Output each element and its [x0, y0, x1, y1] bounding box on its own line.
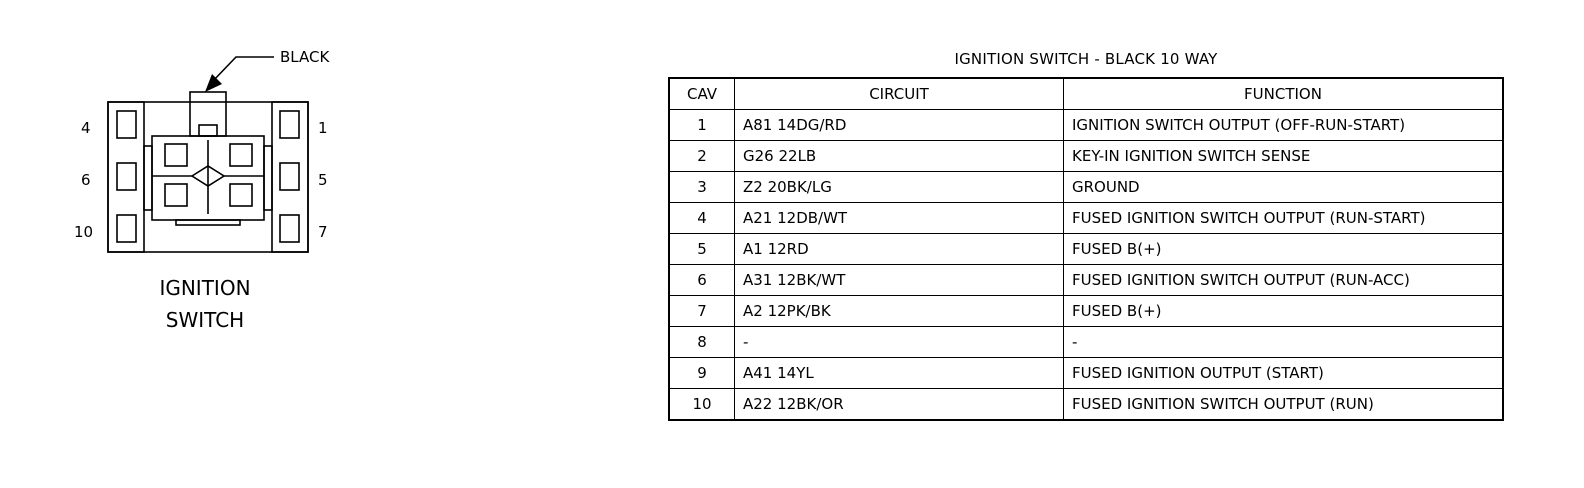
connector-inner-rail-right	[264, 146, 272, 210]
cell-function: KEY-IN IGNITION SWITCH SENSE	[1064, 141, 1504, 172]
cell-cav: 1	[669, 110, 735, 141]
connector-diagram	[0, 0, 660, 488]
cell-function: IGNITION SWITCH OUTPUT (OFF-RUN-START)	[1064, 110, 1504, 141]
cell-cav: 6	[669, 265, 735, 296]
connector-right-block	[272, 102, 308, 252]
pin-label-10: 10	[74, 223, 94, 241]
table-row	[669, 203, 1503, 234]
cavity-center-1	[165, 144, 187, 166]
cell-circuit: A22 12BK/OR	[735, 389, 1064, 421]
connector-latch	[190, 92, 226, 136]
connector-bottom-lip	[176, 220, 240, 225]
cavity-center-3	[165, 184, 187, 206]
connector-latch-window	[199, 125, 217, 136]
cell-function: -	[1064, 327, 1504, 358]
cell-cav: 4	[669, 203, 735, 234]
cell-cav: 2	[669, 141, 735, 172]
table-row	[669, 172, 1503, 203]
pin-label-6: 6	[81, 171, 91, 189]
pin-table	[668, 77, 1504, 421]
cavity-6	[117, 163, 136, 190]
cell-cav: 8	[669, 327, 735, 358]
cell-circuit: A2 12PK/BK	[735, 296, 1064, 327]
pin-label-5: 5	[318, 171, 328, 189]
cell-circuit: A81 14DG/RD	[735, 110, 1064, 141]
pin-label-7: 7	[318, 223, 328, 241]
cavity-5	[280, 163, 299, 190]
component-label-line2: SWITCH	[165, 308, 245, 332]
cavity-10	[117, 215, 136, 242]
callout-arrowhead	[205, 74, 222, 92]
table-row	[669, 234, 1503, 265]
callout-label: BLACK	[280, 48, 330, 66]
table-row	[669, 327, 1503, 358]
table-row	[669, 389, 1503, 421]
component-label-line1: IGNITION	[159, 276, 251, 300]
cell-circuit: A1 12RD	[735, 234, 1064, 265]
header-cav: CAV	[669, 78, 735, 110]
table-row	[669, 296, 1503, 327]
cell-circuit: A21 12DB/WT	[735, 203, 1064, 234]
cell-circuit: G26 22LB	[735, 141, 1064, 172]
cell-cav: 10	[669, 389, 735, 421]
cavity-7	[280, 215, 299, 242]
pin-label-1: 1	[318, 119, 328, 137]
connector-inner-rail-left	[144, 146, 152, 210]
cell-cav: 9	[669, 358, 735, 389]
table-row	[669, 358, 1503, 389]
connector-left-block	[108, 102, 144, 252]
table-header-row	[669, 78, 1503, 110]
table-row	[669, 110, 1503, 141]
cell-function: FUSED IGNITION SWITCH OUTPUT (RUN-ACC)	[1064, 265, 1504, 296]
cavity-center-4	[230, 184, 252, 206]
table-row	[669, 265, 1503, 296]
pin-label-4: 4	[81, 119, 91, 137]
cavity-center-2	[230, 144, 252, 166]
cell-circuit: A41 14YL	[735, 358, 1064, 389]
cavity-4	[117, 111, 136, 138]
cell-circuit: A31 12BK/WT	[735, 265, 1064, 296]
callout-leader	[212, 57, 274, 82]
cell-function: FUSED B(+)	[1064, 296, 1504, 327]
cell-function: FUSED IGNITION SWITCH OUTPUT (RUN)	[1064, 389, 1504, 421]
cell-circuit: -	[735, 327, 1064, 358]
header-circuit: CIRCUIT	[735, 78, 1064, 110]
table-row	[669, 141, 1503, 172]
cell-cav: 3	[669, 172, 735, 203]
cell-function: FUSED B(+)	[1064, 234, 1504, 265]
cavity-1	[280, 111, 299, 138]
cell-circuit: Z2 20BK/LG	[735, 172, 1064, 203]
cell-cav: 5	[669, 234, 735, 265]
cell-function: FUSED IGNITION OUTPUT (START)	[1064, 358, 1504, 389]
header-function: FUNCTION	[1064, 78, 1504, 110]
cell-function: FUSED IGNITION SWITCH OUTPUT (RUN-START)	[1064, 203, 1504, 234]
cell-cav: 7	[669, 296, 735, 327]
table-title: IGNITION SWITCH - BLACK 10 WAY	[954, 50, 1218, 68]
cell-function: GROUND	[1064, 172, 1504, 203]
